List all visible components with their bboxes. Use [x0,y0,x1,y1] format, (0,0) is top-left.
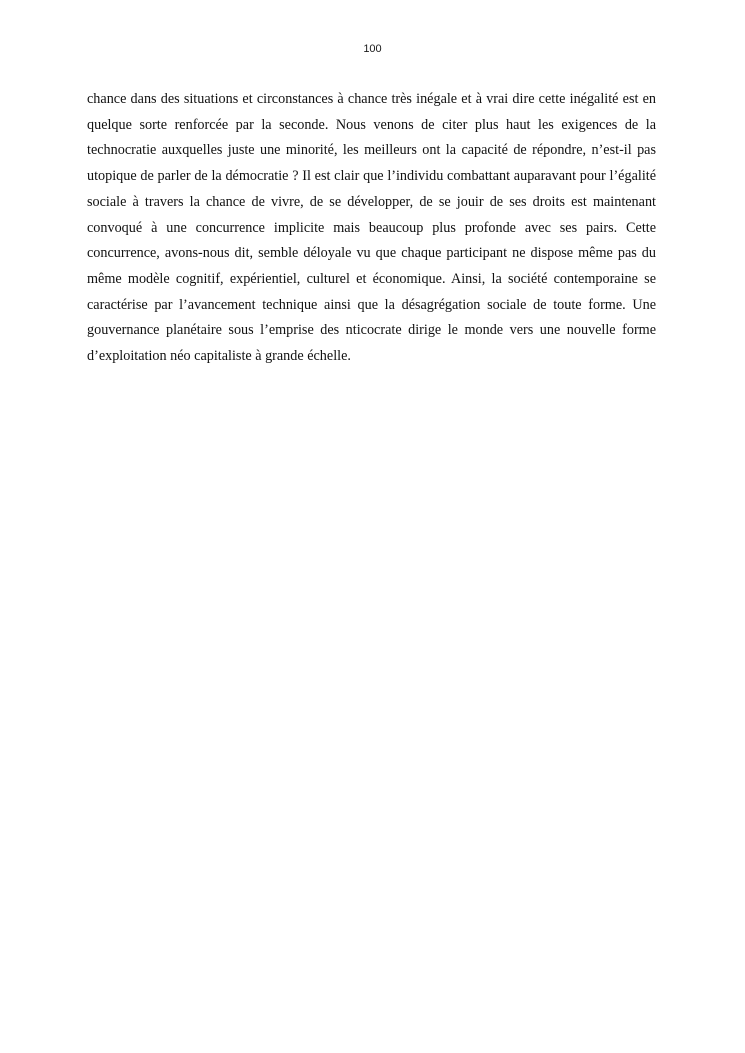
page-number: 100 [363,43,382,55]
body-paragraph: chance dans des situations et circonstances à chance très inégale et à vrai dire cette inégalité est en quelque sorte renforcée par la seconde. Nous venons de citer plus haut les exigences de la technocratie auxquelles juste une minorité, les meilleurs ont la capacité de répondre, n’est-il pas utopique de parler de la démocratie ? Il est clair que l’individu combattant auparavant pour l’égalité sociale à travers la chance de vivre, de se développer, de se jouir de ses droits est maintenant convoqué à une concurrence implicite mais beaucoup plus profonde avec ses pairs. Cette concurrence, avons-nous dit, semble déloyale vu que chaque participant ne dispose même pas du même modèle cognitif, expérientiel, culturel et économique. Ainsi, la société contemporaine se caractérise par l’avancement technique ainsi que la désagrégation sociale de toute forme. Une gouvernance planétaire sous l’emprise des nticocrate dirige le monde vers une nouvelle forme d’exploitation néo capitaliste à grande échelle. [87,91,656,365]
